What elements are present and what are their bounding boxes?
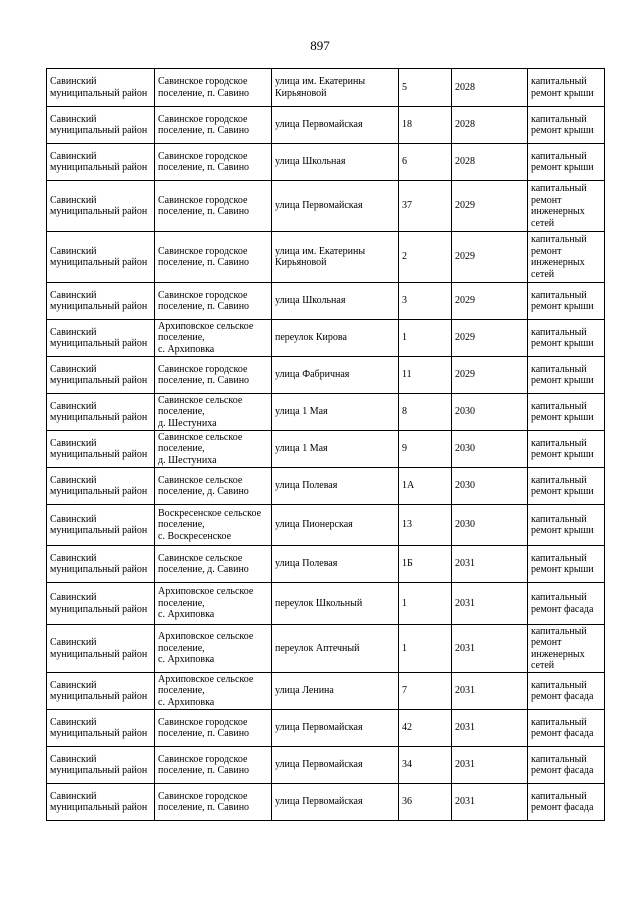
table-row [47, 583, 605, 625]
page-number: 897 [310, 38, 330, 53]
house-number-cell: 1Б [399, 546, 452, 583]
settlement-cell: Савинское городское поселение, п. Савино [155, 144, 272, 181]
year-cell: 2030 [452, 505, 528, 546]
work-type-cell: капитальный ремонт крыши [528, 357, 605, 394]
street-cell: улица Первомайская [272, 710, 399, 747]
house-number-cell: 1 [399, 583, 452, 625]
street-cell: улица Первомайская [272, 181, 399, 232]
settlement-cell: Архиповское сельское поселение, с. Архиповка [155, 320, 272, 357]
year-cell: 2028 [452, 144, 528, 181]
settlement-cell: Савинское городское поселение, п. Савино [155, 69, 272, 107]
house-number-cell: 34 [399, 747, 452, 784]
house-number-cell: 36 [399, 784, 452, 821]
work-type-cell: капитальный ремонт крыши [528, 468, 605, 505]
district-cell: Савинский муниципальный район [47, 320, 155, 357]
repair-schedule-table [46, 68, 605, 821]
settlement-cell: Савинское городское поселение, п. Савино [155, 181, 272, 232]
street-cell: улица Школьная [272, 283, 399, 320]
street-cell: улица Полевая [272, 546, 399, 583]
year-cell: 2028 [452, 69, 528, 107]
district-cell: Савинский муниципальный район [47, 181, 155, 232]
district-cell: Савинский муниципальный район [47, 144, 155, 181]
district-cell: Савинский муниципальный район [47, 784, 155, 821]
house-number-cell: 11 [399, 357, 452, 394]
year-cell: 2030 [452, 468, 528, 505]
table-row [47, 505, 605, 546]
settlement-cell: Савинское сельское поселение, д. Шестуниха [155, 431, 272, 468]
house-number-cell: 18 [399, 107, 452, 144]
district-cell: Савинский муниципальный район [47, 505, 155, 546]
table-row [47, 394, 605, 431]
house-number-cell: 8 [399, 394, 452, 431]
district-cell: Савинский муниципальный район [47, 232, 155, 283]
table-row [47, 357, 605, 394]
street-cell: улица Фабричная [272, 357, 399, 394]
table-row [47, 144, 605, 181]
year-cell: 2031 [452, 583, 528, 625]
settlement-cell: Савинское городское поселение, п. Савино [155, 710, 272, 747]
year-cell: 2031 [452, 784, 528, 821]
district-cell: Савинский муниципальный район [47, 546, 155, 583]
district-cell: Савинский муниципальный район [47, 394, 155, 431]
house-number-cell: 13 [399, 505, 452, 546]
work-type-cell: капитальный ремонт крыши [528, 144, 605, 181]
settlement-cell: Савинское городское поселение, п. Савино [155, 232, 272, 283]
street-cell: улица Первомайская [272, 747, 399, 784]
settlement-cell: Архиповское сельское поселение, с. Архиповка [155, 625, 272, 673]
year-cell: 2031 [452, 625, 528, 673]
house-number-cell: 1 [399, 625, 452, 673]
table-row [47, 320, 605, 357]
table-row [47, 747, 605, 784]
work-type-cell: капитальный ремонт крыши [528, 283, 605, 320]
table-row [47, 431, 605, 468]
street-cell: улица Пионерская [272, 505, 399, 546]
table-row [47, 181, 605, 232]
work-type-cell: капитальный ремонт фасада [528, 747, 605, 784]
table-row [47, 283, 605, 320]
year-cell: 2029 [452, 320, 528, 357]
work-type-cell: капитальный ремонт крыши [528, 546, 605, 583]
street-cell: улица Школьная [272, 144, 399, 181]
year-cell: 2030 [452, 431, 528, 468]
district-cell: Савинский муниципальный район [47, 710, 155, 747]
work-type-cell: капитальный ремонт фасада [528, 673, 605, 710]
settlement-cell: Савинское городское поселение, п. Савино [155, 747, 272, 784]
work-type-cell: капитальный ремонт фасада [528, 784, 605, 821]
house-number-cell: 7 [399, 673, 452, 710]
house-number-cell: 42 [399, 710, 452, 747]
street-cell: улица Полевая [272, 468, 399, 505]
district-cell: Савинский муниципальный район [47, 69, 155, 107]
year-cell: 2031 [452, 546, 528, 583]
settlement-cell: Воскресенское сельское поселение, с. Воскресенское [155, 505, 272, 546]
work-type-cell: капитальный ремонт крыши [528, 107, 605, 144]
work-type-cell: капитальный ремонт крыши [528, 394, 605, 431]
table-row [47, 232, 605, 283]
table-row [47, 710, 605, 747]
work-type-cell: капитальный ремонт фасада [528, 710, 605, 747]
year-cell: 2030 [452, 394, 528, 431]
street-cell: переулок Школьный [272, 583, 399, 625]
work-type-cell: капитальный ремонт крыши [528, 431, 605, 468]
table-row [47, 546, 605, 583]
work-type-cell: капитальный ремонт крыши [528, 320, 605, 357]
settlement-cell: Савинское городское поселение, п. Савино [155, 283, 272, 320]
table-row [47, 673, 605, 710]
district-cell: Савинский муниципальный район [47, 583, 155, 625]
house-number-cell: 9 [399, 431, 452, 468]
district-cell: Савинский муниципальный район [47, 431, 155, 468]
district-cell: Савинский муниципальный район [47, 107, 155, 144]
work-type-cell: капитальный ремонт инженерных сетей [528, 181, 605, 232]
year-cell: 2031 [452, 673, 528, 710]
district-cell: Савинский муниципальный район [47, 357, 155, 394]
street-cell: улица 1 Мая [272, 431, 399, 468]
settlement-cell: Савинское сельское поселение, д. Савино [155, 468, 272, 505]
year-cell: 2029 [452, 357, 528, 394]
district-cell: Савинский муниципальный район [47, 625, 155, 673]
settlement-cell: Савинское городское поселение, п. Савино [155, 107, 272, 144]
table-row [47, 107, 605, 144]
street-cell: улица им. Екатерины Кирьяновой [272, 69, 399, 107]
house-number-cell: 6 [399, 144, 452, 181]
street-cell: переулок Кирова [272, 320, 399, 357]
house-number-cell: 37 [399, 181, 452, 232]
district-cell: Савинский муниципальный район [47, 747, 155, 784]
settlement-cell: Савинское сельское поселение, д. Шестуниха [155, 394, 272, 431]
street-cell: улица Ленина [272, 673, 399, 710]
street-cell: переулок Аптечный [272, 625, 399, 673]
table-row [47, 69, 605, 107]
table-row [47, 784, 605, 821]
house-number-cell: 2 [399, 232, 452, 283]
street-cell: улица Первомайская [272, 784, 399, 821]
year-cell: 2029 [452, 283, 528, 320]
settlement-cell: Савинское городское поселение, п. Савино [155, 784, 272, 821]
house-number-cell: 1 [399, 320, 452, 357]
settlement-cell: Савинское городское поселение, п. Савино [155, 357, 272, 394]
house-number-cell: 1А [399, 468, 452, 505]
house-number-cell: 5 [399, 69, 452, 107]
settlement-cell: Архиповское сельское поселение, с. Архиповка [155, 673, 272, 710]
settlement-cell: Савинское сельское поселение, д. Савино [155, 546, 272, 583]
street-cell: улица Первомайская [272, 107, 399, 144]
year-cell: 2031 [452, 710, 528, 747]
district-cell: Савинский муниципальный район [47, 673, 155, 710]
street-cell: улица 1 Мая [272, 394, 399, 431]
work-type-cell: капитальный ремонт крыши [528, 505, 605, 546]
house-number-cell: 3 [399, 283, 452, 320]
year-cell: 2031 [452, 747, 528, 784]
table-row [47, 468, 605, 505]
work-type-cell: капитальный ремонт инженерных сетей [528, 232, 605, 283]
work-type-cell: капитальный ремонт инженерных сетей [528, 625, 605, 673]
table-row [47, 625, 605, 673]
settlement-cell: Архиповское сельское поселение, с. Архиповка [155, 583, 272, 625]
year-cell: 2029 [452, 181, 528, 232]
work-type-cell: капитальный ремонт фасада [528, 583, 605, 625]
year-cell: 2028 [452, 107, 528, 144]
district-cell: Савинский муниципальный район [47, 283, 155, 320]
work-type-cell: капитальный ремонт крыши [528, 69, 605, 107]
year-cell: 2029 [452, 232, 528, 283]
street-cell: улица им. Екатерины Кирьяновой [272, 232, 399, 283]
district-cell: Савинский муниципальный район [47, 468, 155, 505]
